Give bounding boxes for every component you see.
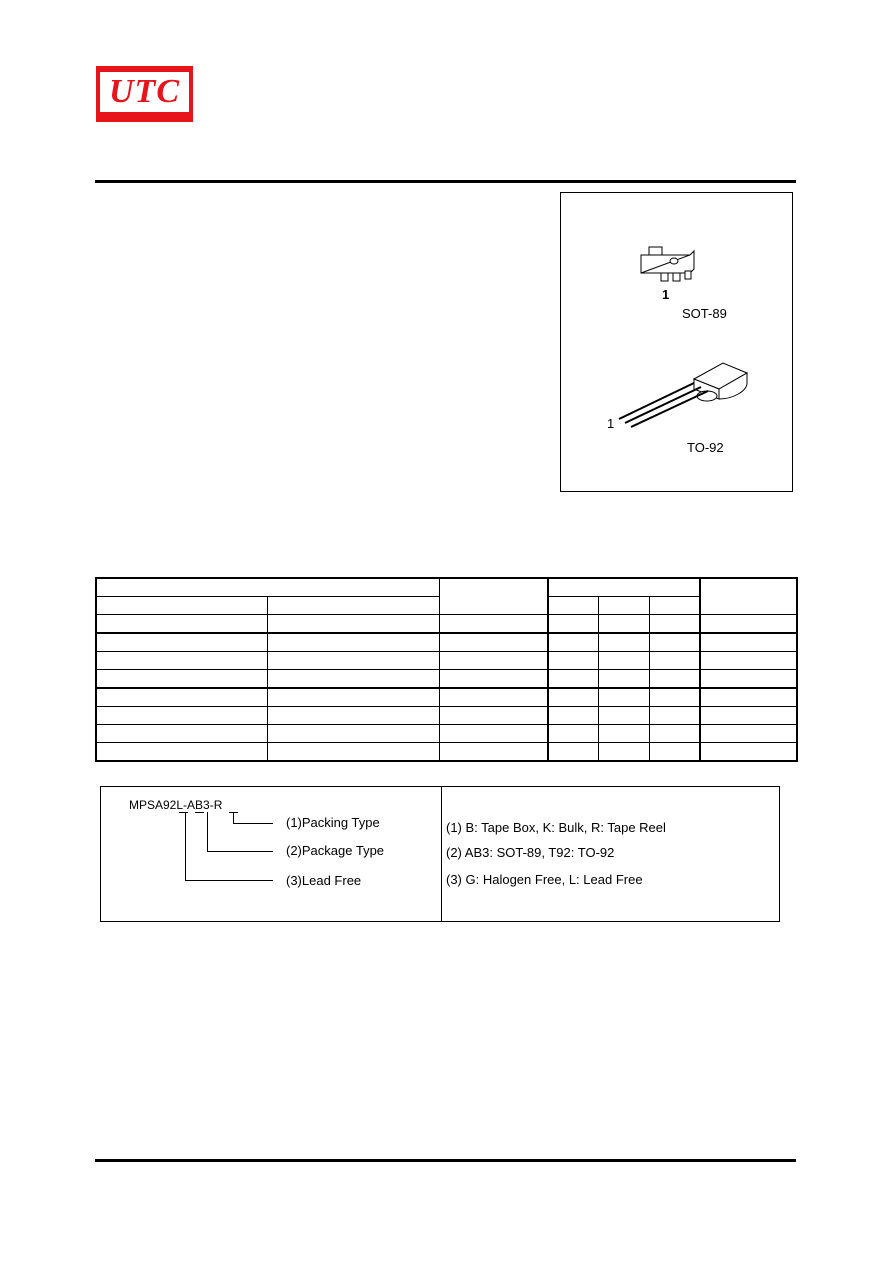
table-header-row bbox=[96, 578, 797, 597]
part-number: MPSA92L-AB3-R bbox=[129, 798, 223, 812]
table-row bbox=[96, 615, 797, 634]
connector-tick bbox=[195, 812, 204, 813]
connector-tick bbox=[179, 812, 188, 813]
spec-table bbox=[95, 577, 798, 762]
connector-line bbox=[185, 880, 273, 881]
connector-line bbox=[207, 851, 273, 852]
to92-pin1-label: 1 bbox=[607, 416, 615, 431]
table-row bbox=[96, 688, 797, 707]
connector-line bbox=[185, 812, 186, 880]
table-row bbox=[96, 725, 797, 743]
connector-line bbox=[207, 812, 208, 851]
note-package: (2) AB3: SOT-89, T92: TO-92 bbox=[446, 845, 615, 860]
note-lead-free: (3) G: Halogen Free, L: Lead Free bbox=[446, 872, 643, 887]
header-rule bbox=[95, 180, 796, 183]
connector-line bbox=[233, 812, 234, 823]
logo-text: UTC bbox=[109, 73, 180, 110]
callout-lead-free: (3)Lead Free bbox=[286, 873, 362, 888]
table-row bbox=[96, 633, 797, 652]
note-packing: (1) B: Tape Box, K: Bulk, R: Tape Reel bbox=[446, 820, 666, 835]
package-box bbox=[560, 192, 793, 492]
ordering-divider bbox=[441, 787, 442, 921]
ordering-info-box bbox=[100, 786, 780, 922]
sot89-label: SOT-89 bbox=[682, 306, 727, 321]
to92-label: TO-92 bbox=[687, 440, 724, 455]
table-row bbox=[96, 743, 797, 762]
connector-line bbox=[233, 823, 273, 824]
table-row bbox=[96, 652, 797, 670]
utc-logo bbox=[96, 66, 193, 122]
callout-package-type: (2)Package Type bbox=[286, 843, 385, 858]
sot89-pin1-label: 1 bbox=[662, 287, 670, 302]
callout-packing-type: (1)Packing Type bbox=[286, 815, 380, 830]
table-row bbox=[96, 707, 797, 725]
footer-rule bbox=[95, 1159, 796, 1162]
table-row bbox=[96, 670, 797, 689]
sot89-drawing bbox=[561, 193, 792, 491]
